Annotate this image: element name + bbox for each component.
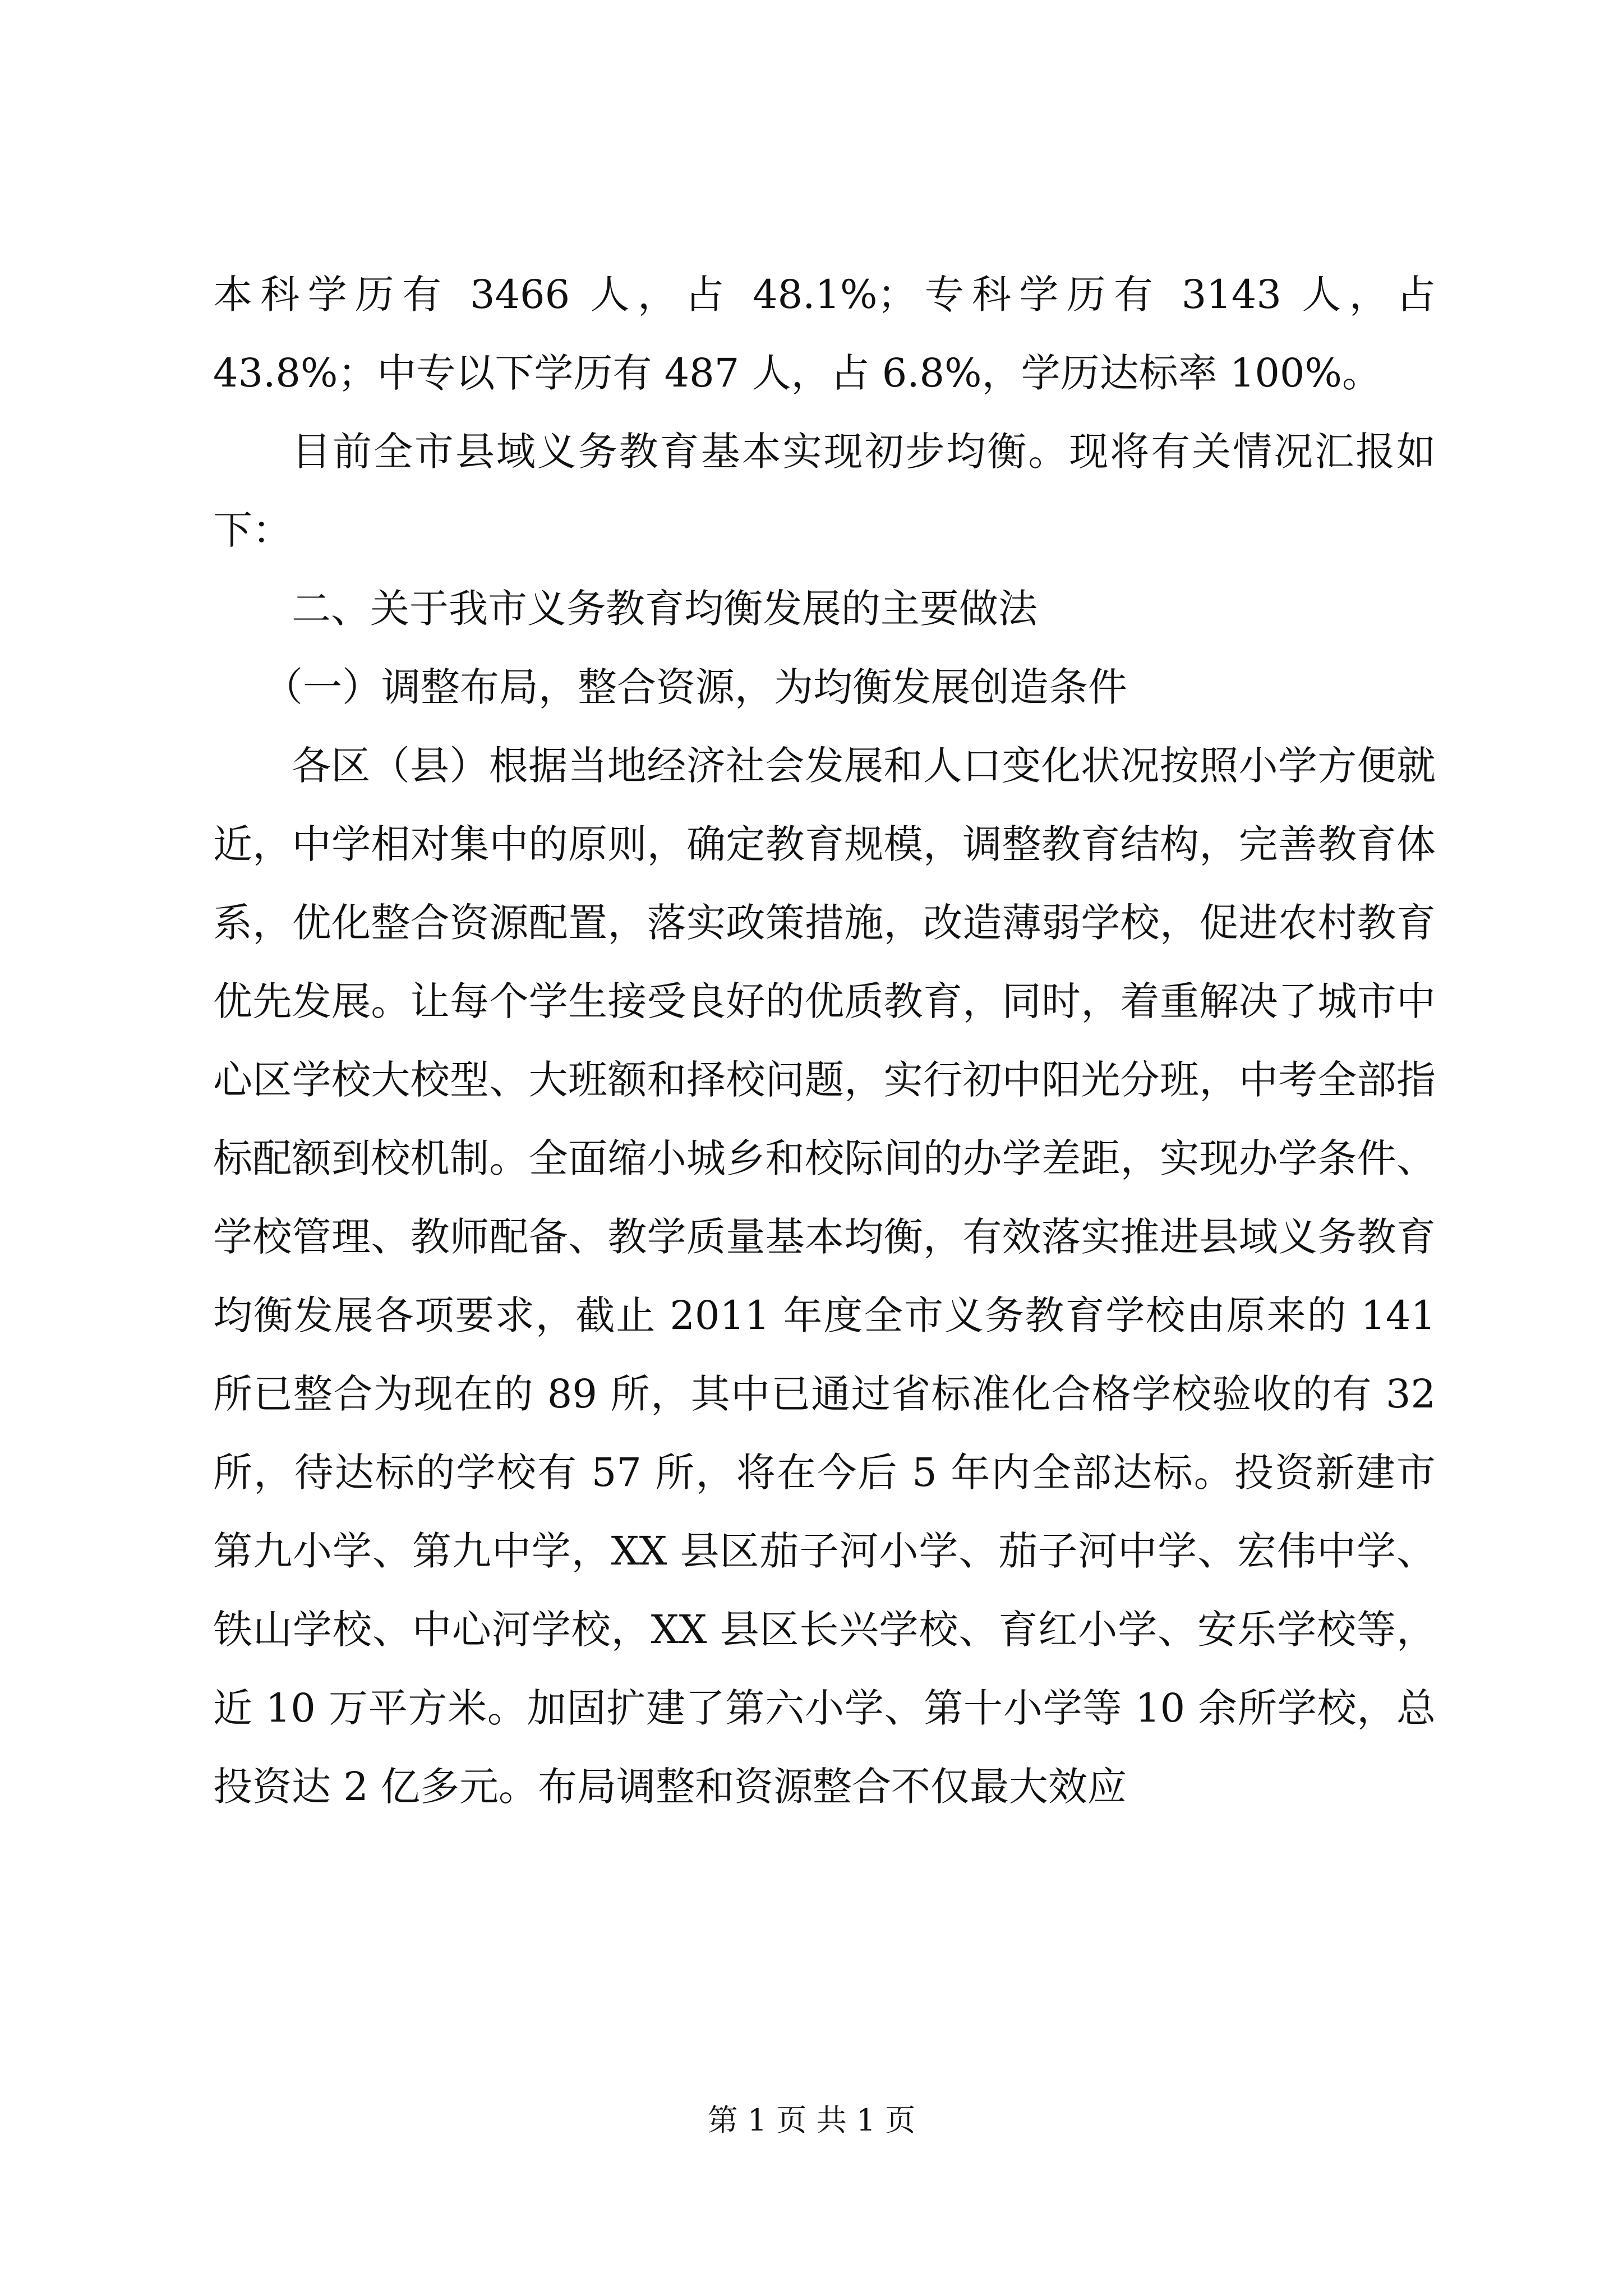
page-footer: 第 1 页 共 1 页	[707, 2102, 916, 2138]
paragraph-intro: 目前全市县域义务教育基本实现初步均衡。现将有关情况汇报如下：	[213, 429, 1436, 553]
section-heading: 二、关于我市义务教育均衡发展的主要做法	[292, 586, 1038, 632]
document-body	[213, 255, 1436, 1826]
paragraph-body: 各区（县）根据当地经济社会发展和人口变化状况按照小学方便就近，中学相对集中的原则，确定教育规模，调整教育结构，完善教育体系，优化整合资源配置，落实政策措施，改造薄弱学校，促进农村教育优先发展。让每个学生接受良好的优质教育，同时，着重解决了城市中心区学校大校型、大班额和择校问题，实行初中阳光分班，中考全部指标配额到校机制。全面缩小城乡和校际间的办学差距，实现办学条件、学校管理、教师配备、教学质量基本均衡，有效落实推进县域义务教育均衡发展各项要求，截止 2011 年度全市义务教育学校由原来的 141 所已整合为现在的 89 所，其中已通过省标准化合格学校验收的有 32 所，待达标的学校有 57 所，将在今后 5 年内全部达标。投资新建市第九小学、第九中学，XX 县区茄子河小学、茄子河中学、宏伟中学、铁山学校、中心河学校，XX 县区长兴学校、育红小学、安乐学校等，近 10 万平方米。加固扩建了第六小学、第十小学等 10 余所学校，总投资达 2 亿多元。布局调整和资源整合不仅最大效应	[213, 743, 1436, 1810]
paragraph-education-stats: 本科学历有 3466 人，占 48.1%；专科学历有 3143 人，占 43.8%；中专以下学历有 487 人，占 6.8%，学历达标率 100%。	[213, 272, 1436, 396]
subsection-heading: （一）调整布局，整合资源，为均衡发展创造条件	[264, 664, 1127, 710]
